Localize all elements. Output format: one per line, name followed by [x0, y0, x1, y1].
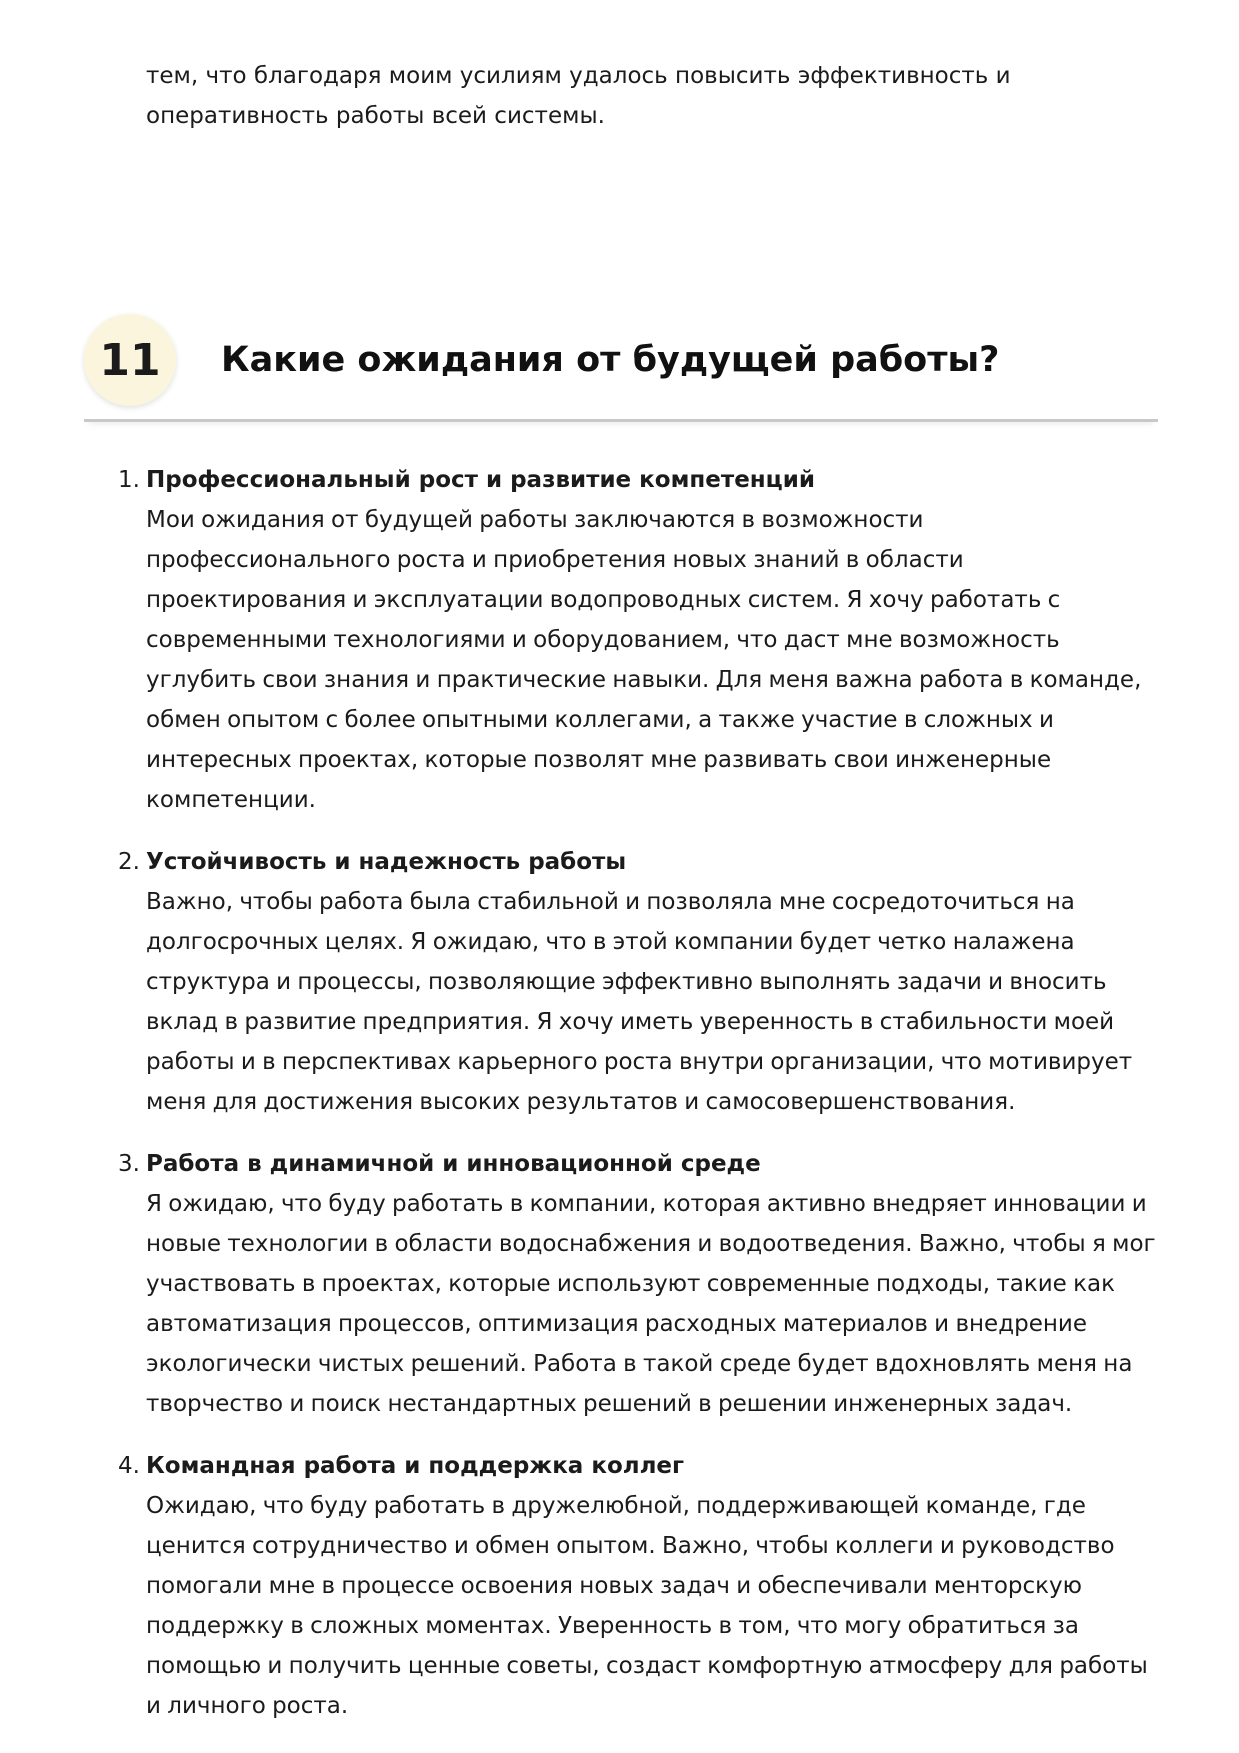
- list-item-text: Ожидаю, что буду работать в дружелюбной, поддерживающей команде, где ценится сотрудничество и обмен опытом. Важно, чтобы коллеги и руководство помогали мне в процессе освоения новых задач и обеспечивали менторскую поддержку в сложных моментах. Уверенность в том, что могу обратиться за помощью и получить ценные советы, создаст комфортную атмосферу для работы и личного роста.: [146, 1493, 1148, 1719]
- list-item-number: 4.: [118, 1453, 140, 1479]
- list-item-text: Важно, чтобы работа была стабильной и позволяла мне сосредоточиться на долгосрочных целях. Я ожидаю, что в этой компании будет четко налажена структура и процессы, позволяющие эффективно выполнять задачи и вносить вклад в развитие предприятия. Я хочу иметь уверенность в стабильности моей работы и в перспективах карьерного роста внутри организации, что мотивирует меня для достижения высоких результатов и самосовершенствования.: [146, 889, 1133, 1115]
- list-item-title: Командная работа и поддержка коллег: [146, 1453, 685, 1479]
- list-item-number: 3.: [118, 1151, 140, 1177]
- list-item-number: 1.: [118, 467, 140, 493]
- section-number-badge: 11: [84, 314, 176, 406]
- list-item: [118, 1446, 1156, 1726]
- list-item-title: Работа в динамичной и инновационной среде: [146, 1151, 761, 1177]
- list-item-title: Профессиональный рост и развитие компетенций: [146, 467, 815, 493]
- list-item: [118, 842, 1156, 1122]
- list-item-title: Устойчивость и надежность работы: [146, 849, 627, 875]
- section-header: [84, 314, 1158, 422]
- list-item: [118, 1144, 1156, 1424]
- section-title: Какие ожидания от будущей работы?: [221, 340, 1000, 380]
- intro-paragraph: тем, что благодаря моим усилиям удалось повысить эффективность и оперативность работы всей системы.: [146, 63, 1011, 129]
- list-item-text: Мои ожидания от будущей работы заключаются в возможности профессионального роста и приобретения новых знаний в области проектирования и эксплуатации водопроводных систем. Я хочу работать с современными технологиями и оборудованием, что даст мне возможность углубить свои знания и практические навыки. Для меня важна работа в команде, обмен опытом с более опытными коллегами, а также участие в сложных и интересных проектах, которые позволят мне развивать свои инженерные компетенции.: [146, 507, 1142, 813]
- list-item-text: Я ожидаю, что буду работать в компании, которая активно внедряет инновации и новые технологии в области водоснабжения и водоотведения. Важно, чтобы я мог участвовать в проектах, которые используют современные подходы, такие как автоматизация процессов, оптимизация расходных материалов и внедрение экологически чистых решений. Работа в такой среде будет вдохновлять меня на творчество и поиск нестандартных решений в решении инженерных задач.: [146, 1191, 1156, 1417]
- list-item: [118, 460, 1156, 820]
- list-item-number: 2.: [118, 849, 140, 875]
- expectations-list: [118, 460, 1156, 1748]
